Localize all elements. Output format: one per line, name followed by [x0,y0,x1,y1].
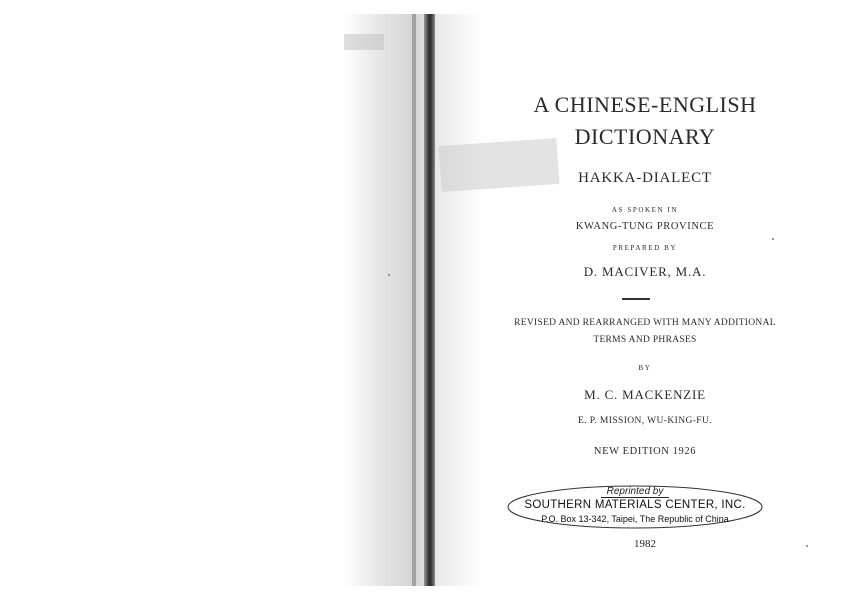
reprint-label [506,486,764,497]
region: KWANG-TUNG PROVINCE [575,221,715,232]
prepared-by: PREPARED BY [612,244,678,252]
title-line-2: DICTIONARY [574,124,716,149]
reprint-label-text: Reprinted by [601,486,670,498]
subtitle: HAKKA-DIALECT [578,170,712,186]
divider-rule [622,298,650,300]
binding-spine [424,14,435,586]
by-label: BY [638,364,652,372]
author: D. MACIVER, M.A. [583,264,707,279]
reprint-address: P.O. Box 13-342, Taipei, The Republic of China [541,514,729,524]
edition: NEW EDITION 1926 [593,446,697,457]
reviser: M. C. MACKENZIE [584,387,706,402]
mission: E. P. MISSION, WU-KING-FU. [578,416,712,426]
reprint-stamp [506,482,764,530]
revision-line-1: REVISED AND REARRANGED WITH MANY ADDITIONAL [514,318,776,328]
reprint-publisher: SOUTHERN MATERIALS CENTER, INC. [524,499,746,511]
revision-line-2: TERMS AND PHRASES [593,335,697,345]
book-gutter [344,14,484,586]
title-line-1: A CHINESE-ENGLISH [533,92,757,117]
scan-speck [772,238,774,240]
as-spoken-in: AS SPOKEN IN [611,206,679,214]
binding-line [412,14,416,586]
tape-blot [344,34,384,50]
reprint-year: 1982 [634,538,656,550]
scan-speck [388,274,390,276]
scan-speck [806,545,808,547]
